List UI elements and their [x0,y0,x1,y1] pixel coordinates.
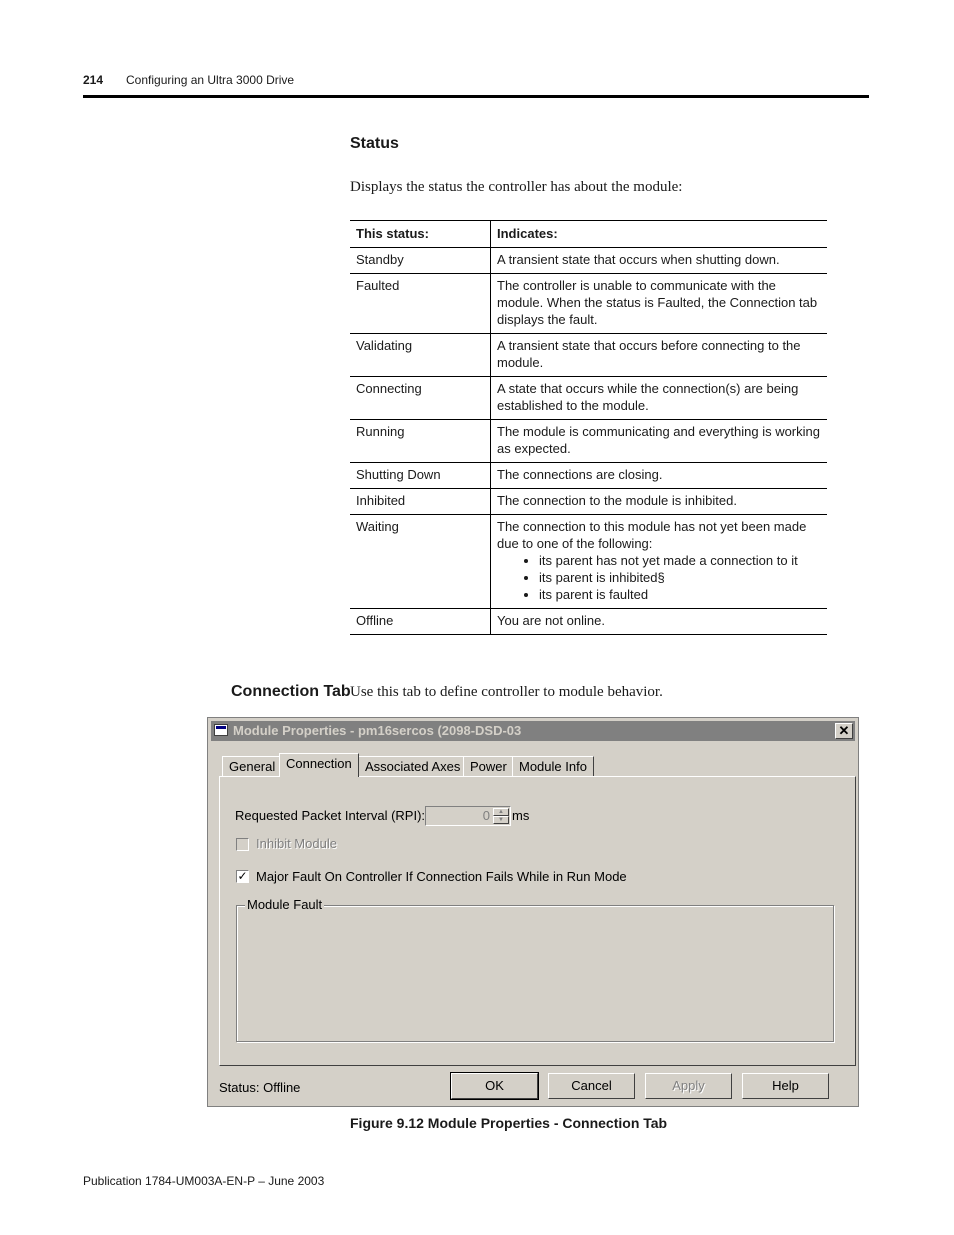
dialog-title: Module Properties - pm16sercos (2098-DSD-03 [233,723,522,738]
status-cell: Faulted [350,274,491,334]
indicates-cell: The connection to the module is inhibited. [491,489,828,515]
indicates-cell [491,515,828,609]
table-row [350,377,827,420]
table-row [350,609,827,635]
table-row [350,248,827,274]
rpi-value: 0 [482,808,490,823]
indicates-cell: A transient state that occurs before connecting to the module. [491,334,828,377]
status-intro: Displays the status the controller has about the module: [350,179,683,195]
indicates-cell: You are not online. [491,609,828,635]
status-cell: Inhibited [350,489,491,515]
indicates-cell: The connections are closing. [491,463,828,489]
status-cell: Connecting [350,377,491,420]
page-number: 214 [83,73,104,87]
bullet-list [497,552,821,603]
module-fault-label: Module Fault [247,897,323,912]
status-text: Status: Offline [219,1080,301,1095]
tab-module-info[interactable]: Module Info [512,756,594,776]
inhibit-module-checkbox[interactable] [236,838,249,851]
indicates-cell: A transient state that occurs when shutting down. [491,248,828,274]
module-properties-dialog [207,717,859,1107]
connection-tab-description: Use this tab to define controller to module behavior. [350,684,663,700]
table-row [350,274,827,334]
module-fault-groupbox [236,897,834,1042]
inhibit-module-label: Inhibit Module [256,836,337,851]
table-row [350,420,827,463]
publication-footer: Publication 1784-UM003A-EN-P – June 2003 [83,1174,325,1188]
tab-power[interactable]: Power [463,756,514,776]
table-row [350,515,827,609]
header-rule [83,95,869,98]
bullet-item: • its parent is faulted [539,586,821,603]
status-cell: Offline [350,609,491,635]
table-header-row [350,221,827,248]
window-icon [214,724,228,736]
status-cell: Waiting [350,515,491,609]
table-row [350,489,827,515]
table-header-indicates: Indicates: [491,221,828,248]
spin-down-icon[interactable]: ▼ [493,816,509,824]
status-cell: Validating [350,334,491,377]
spin-up-icon[interactable]: ▲ [493,808,509,816]
apply-button[interactable]: Apply [645,1073,732,1099]
table-row [350,463,827,489]
chapter-title: Configuring an Ultra 3000 Drive [126,73,295,87]
close-icon[interactable]: ✕ [835,723,853,739]
major-fault-checkbox[interactable]: ✓ [237,869,248,883]
tab-connection[interactable]: Connection [279,753,359,777]
rpi-label: Requested Packet Interval (RPI): [235,808,426,823]
ok-button[interactable]: OK [451,1073,538,1099]
indicates-cell: The controller is unable to communicate with the module. When the status is Faulted, the Connection tab displays the fault. [491,274,828,334]
status-cell: Running [350,420,491,463]
indicates-cell: The module is communicating and everything is working as expected. [491,420,828,463]
tab-general[interactable]: General [222,756,282,776]
dialog-titlebar[interactable] [211,721,855,741]
major-fault-label: Major Fault On Controller If Connection Fails While in Run Mode [256,869,627,884]
tab-associated-axes[interactable]: Associated Axes [358,756,467,776]
table-row [350,334,827,377]
cancel-button[interactable]: Cancel [548,1073,635,1099]
indicates-cell: A state that occurs while the connection(s) are being established to the module. [491,377,828,420]
help-button[interactable]: Help [742,1073,829,1099]
status-heading: Status [350,135,399,152]
rpi-spinner[interactable] [493,808,509,824]
rpi-unit: ms [512,808,530,823]
status-cell: Shutting Down [350,463,491,489]
bullet-item: • its parent is inhibited§ [539,569,821,586]
status-table [350,220,827,635]
indicates-text: The connection to this module has not yet been made due to one of the following: [497,519,807,551]
connection-tab-heading: Connection Tab [231,683,351,700]
rpi-input[interactable] [425,806,511,826]
status-cell: Standby [350,248,491,274]
bullet-item: • its parent has not yet made a connection to it [539,552,821,569]
table-header-status: This status: [350,221,491,248]
figure-caption: Figure 9.12 Module Properties - Connection Tab [350,1115,668,1131]
